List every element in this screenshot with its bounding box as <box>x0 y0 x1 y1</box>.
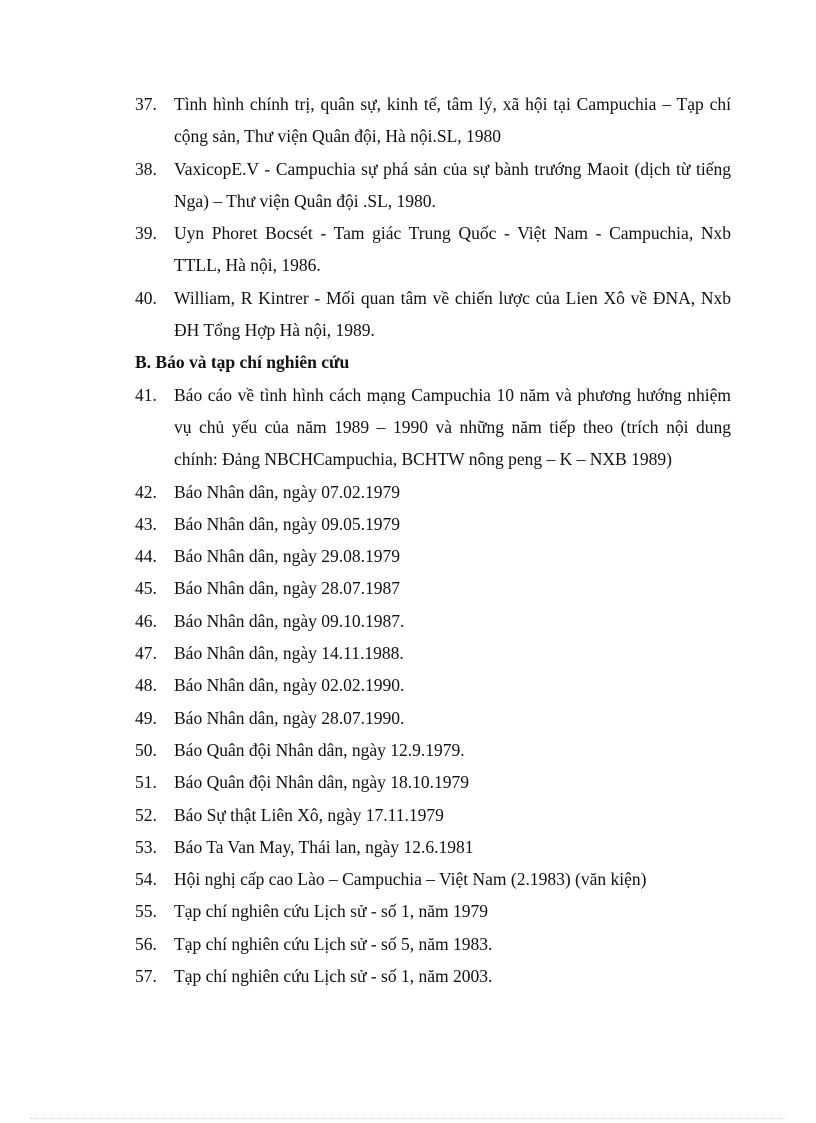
reference-number: 37. <box>135 94 157 114</box>
reference-list <box>135 88 731 992</box>
reference-number: 56. <box>135 933 157 954</box>
reference-text: Hội nghị cấp cao Lào – Campuchia – Việt Nam (2.1983) (văn kiện) <box>174 869 647 890</box>
reference-item <box>135 88 731 153</box>
reference-item <box>135 766 731 798</box>
reference-group-periodicals <box>135 379 731 993</box>
reference-number: 48. <box>135 675 157 696</box>
reference-number: 43. <box>135 513 157 534</box>
reference-item <box>135 508 731 540</box>
reference-item <box>135 863 731 895</box>
reference-item <box>135 734 731 766</box>
reference-group-books <box>135 88 731 346</box>
reference-text: Báo Quân đội Nhân dân, ngày 18.10.1979 <box>174 772 470 793</box>
reference-number: 52. <box>135 804 157 825</box>
reference-number: 45. <box>135 578 157 599</box>
reference-item <box>135 928 731 960</box>
reference-text: Uyn Phoret Bocsét - Tam giác Trung Quốc - Việt Nam - Campuchia, Nxb TTLL, Hà nội, 1986. <box>174 223 731 276</box>
reference-number: 39. <box>135 223 157 244</box>
reference-number: 54. <box>135 869 157 890</box>
reference-item <box>135 282 731 347</box>
reference-number: 41. <box>135 384 157 405</box>
reference-item <box>135 960 731 992</box>
reference-number: 42. <box>135 481 157 502</box>
reference-item <box>135 702 731 734</box>
reference-number: 38. <box>135 158 157 179</box>
reference-text: Tình hình chính trị, quân sự, kinh tế, tâm lý, xã hội tại Campuchia – Tạp chí cộng sản, Thư viện Quân đội, Hà nội.SL, 1980 <box>174 94 731 147</box>
reference-number: 49. <box>135 707 157 728</box>
reference-text: Báo Sự thật Liên Xô, ngày 17.11.1979 <box>174 804 444 825</box>
reference-text: Báo Nhân dân, ngày 09.10.1987. <box>174 610 405 631</box>
reference-item <box>135 572 731 604</box>
reference-item <box>135 895 731 927</box>
reference-number: 53. <box>135 836 157 857</box>
reference-text: Báo Quân đội Nhân dân, ngày 12.9.1979. <box>174 739 465 760</box>
reference-text: VaxicopE.V - Campuchia sự phá sản của sự bành trướng Maoit (dịch từ tiếng Nga) – Thư viện Quân đội .SL, 1980. <box>174 158 731 211</box>
reference-number: 47. <box>135 643 157 664</box>
reference-text: Báo Nhân dân, ngày 28.07.1987 <box>174 578 401 599</box>
reference-item <box>135 637 731 669</box>
reference-text: Tạp chí nghiên cứu Lịch sử - số 1, năm 2003. <box>174 966 493 987</box>
reference-item <box>135 153 731 218</box>
reference-text: Báo Nhân dân, ngày 14.11.1988. <box>174 643 404 664</box>
reference-text: Báo Nhân dân, ngày 09.05.1979 <box>174 513 401 534</box>
reference-text: Báo Nhân dân, ngày 28.07.1990. <box>174 707 405 728</box>
reference-number: 50. <box>135 739 157 760</box>
reference-text: Báo Nhân dân, ngày 29.08.1979 <box>174 546 401 567</box>
reference-text: Báo cáo về tình hình cách mạng Campuchia 10 năm và phương hướng nhiệm vụ chủ yếu của năm 1989 – 1990 và những năm tiếp theo (trích nội dung chính: Đảng NBCHCampuchia, BCHTW nông peng – K – NXB 1989) <box>174 384 731 470</box>
section-heading: B. Báo và tạp chí nghiên cứu <box>135 352 350 373</box>
reference-item <box>135 476 731 508</box>
reference-number: 40. <box>135 287 157 308</box>
reference-item <box>135 669 731 701</box>
reference-text: Tạp chí nghiên cứu Lịch sử - số 1, năm 1979 <box>174 901 488 922</box>
reference-item <box>135 379 731 476</box>
reference-text: William, R Kintrer - Mối quan tâm về chiến lược của Lien Xô về ĐNA, Nxb ĐH Tổng Hợp Hà nội, 1989. <box>174 287 731 341</box>
reference-item <box>135 831 731 863</box>
reference-number: 44. <box>135 546 157 567</box>
reference-text: Tạp chí nghiên cứu Lịch sử - số 5, năm 1983. <box>174 933 493 954</box>
reference-item <box>135 540 731 572</box>
reference-item <box>135 799 731 831</box>
reference-number: 57. <box>135 966 157 987</box>
page-bottom-divider <box>30 1118 786 1119</box>
reference-item <box>135 605 731 637</box>
reference-text: Báo Ta Van May, Thái lan, ngày 12.6.1981 <box>174 836 474 857</box>
reference-number: 46. <box>135 610 157 631</box>
reference-number: 51. <box>135 772 157 793</box>
reference-text: Báo Nhân dân, ngày 02.02.1990. <box>174 675 405 696</box>
reference-text: Báo Nhân dân, ngày 07.02.1979 <box>174 481 401 502</box>
reference-number: 55. <box>135 901 157 922</box>
reference-item <box>135 217 731 282</box>
